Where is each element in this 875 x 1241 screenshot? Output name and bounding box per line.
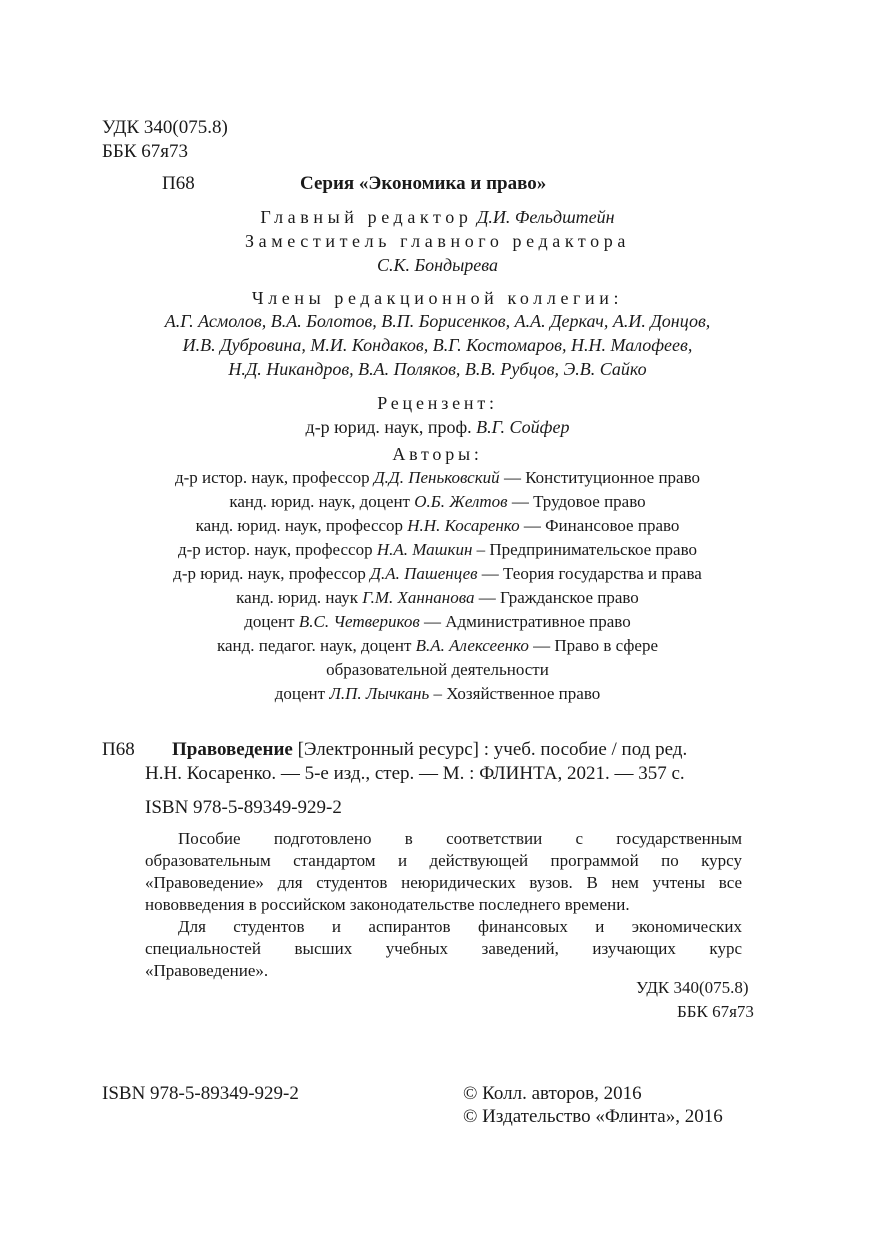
author-name: В.С. Четвериков [298, 612, 420, 631]
biblio-line-1 [172, 738, 687, 761]
author-subject: — Финансовое право [523, 516, 680, 535]
author-subject: — Трудовое право [511, 492, 646, 511]
author-position: канд. юрид. наук, профессор [195, 516, 404, 535]
author-subject: — Гражданское право [478, 588, 639, 607]
author-row [0, 611, 875, 635]
author-position: д-р истор. наук, профессор [177, 540, 373, 559]
author-name: Н.А. Машкин [376, 540, 473, 559]
copyright-authors: © Колл. авторов, 2016 [463, 1083, 642, 1104]
reviewer-title: д-р юрид. наук, проф. [305, 417, 472, 437]
author-sign: П68 [162, 173, 195, 194]
abstract-line: образовательным стандартом и действующей программой по курсу [145, 851, 742, 870]
author-row [0, 467, 875, 491]
author-position: канд. педагог. наук, доцент [217, 636, 412, 655]
author-row [0, 515, 875, 539]
abstract-line: «Правоведение». [145, 961, 269, 980]
author-subject: образовательной деятельности [326, 660, 549, 679]
author-name: Д.А. Пашенцев [370, 564, 478, 583]
board-label: Члены редакционной коллегии: [251, 288, 624, 308]
abstract-bbk: ББК 67я73 [677, 1002, 754, 1021]
author-position: д-р истор. наук, профессор [174, 468, 370, 487]
abstract-line: Пособие подготовлено в соответствии с государственным [178, 829, 742, 848]
reviewer-name: В.Г. Сойфер [476, 417, 570, 437]
bbk-code: ББК 67я73 [102, 141, 188, 162]
abstract-line: специальностей высших учебных заведений, изучающих курс [145, 939, 742, 958]
deputy-editor-label: Заместитель главного редактора [245, 231, 630, 251]
deputy-editor-name: С.К. Бондырева [377, 255, 498, 275]
author-row [0, 587, 875, 611]
chief-editor-name: Д.И. Фельдштейн [476, 207, 615, 227]
author-row [0, 539, 875, 563]
abstract-line: «Правоведение» для студентов неюридических вузов. В нем учтены все [145, 873, 742, 892]
board-members-line: А.Г. Асмолов, В.А. Болотов, В.П. Борисенков, А.А. Деркач, А.И. Донцов, [164, 311, 711, 331]
board-members-line: И.В. Дубровина, М.И. Кондаков, В.Г. Костомаров, Н.Н. Малофеев, [182, 335, 693, 355]
abstract-line: нововведения в российском законодательстве последнего времени. [145, 895, 630, 914]
author-position: канд. юрид. наук, доцент [229, 492, 410, 511]
author-row [0, 659, 875, 683]
book-title: Правоведение [172, 739, 293, 760]
authors-list [0, 467, 875, 707]
author-name: В.А. Алексеенко [415, 636, 529, 655]
board-members-line: Н.Д. Никандров, В.А. Поляков, В.В. Рубцов, Э.В. Сайко [228, 359, 647, 379]
author-row [0, 683, 875, 707]
reviewer-line [0, 416, 875, 439]
author-name: Г.М. Ханнанова [362, 588, 475, 607]
udk-code: УДК 340(075.8) [102, 117, 228, 138]
author-name: Д.Д. Пеньковский [373, 468, 500, 487]
author-subject: — Право в сфере [533, 636, 658, 655]
author-position: доцент [274, 684, 326, 703]
abstract-line: Для студентов и аспирантов финансовых и экономических [178, 917, 742, 936]
author-name: Н.Н. Косаренко [407, 516, 520, 535]
reviewer-label: Рецензент: [377, 393, 498, 413]
footer-isbn: ISBN 978-5-89349-929-2 [102, 1083, 299, 1104]
author-subject: – Предпринимательское право [476, 540, 698, 559]
chief-editor-line [0, 206, 875, 229]
copyright-publisher: © Издательство «Флинта», 2016 [463, 1106, 723, 1127]
author-row [0, 635, 875, 659]
biblio-author-sign: П68 [102, 739, 135, 760]
author-position: доцент [244, 612, 295, 631]
biblio-line-2: Н.Н. Косаренко. — 5-е изд., стер. — М. : ФЛИНТА, 2021. — 357 с. [145, 763, 685, 784]
author-name: Л.П. Лычкань [329, 684, 430, 703]
author-row [0, 563, 875, 587]
abstract-udk: УДК 340(075.8) [636, 978, 749, 997]
author-subject: — Теория государства и права [481, 564, 702, 583]
author-subject: — Административное право [424, 612, 631, 631]
chief-editor-label: Главный редактор [260, 207, 473, 227]
biblio-line-1-rest: [Электронный ресурс] : учеб. пособие / под ред. [297, 739, 688, 760]
authors-label: Авторы: [392, 444, 483, 464]
author-subject: – Хозяйственное право [433, 684, 601, 703]
abstract [145, 828, 742, 982]
author-subject: — Конституционное право [503, 468, 701, 487]
author-row [0, 491, 875, 515]
author-position: д-р юрид. наук, профессор [173, 564, 366, 583]
biblio-isbn: ISBN 978-5-89349-929-2 [145, 797, 342, 818]
series-title: Серия «Экономика и право» [300, 173, 547, 194]
author-name: О.Б. Желтов [414, 492, 508, 511]
author-position: канд. юрид. наук [236, 588, 358, 607]
